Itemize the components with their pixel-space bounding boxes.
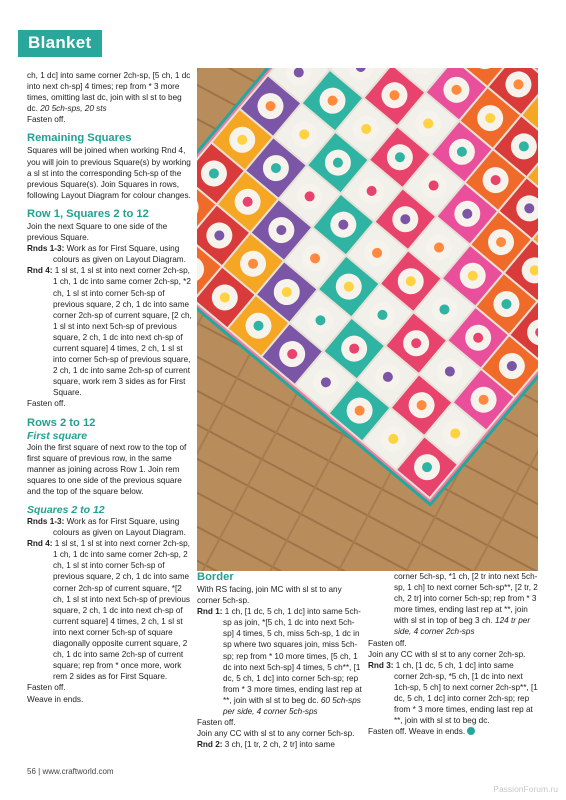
heading-remaining-squares: Remaining Squares [27,132,132,145]
fasten-off: Fasten off. [27,683,66,693]
border-rnd-2: Rnd 2: 3 ch, [1 tr, 2 ch, 2 tr] into same [197,740,335,750]
border-column [197,571,364,750]
fasten-off: Fasten off. [27,399,66,409]
blanket-illustration [197,68,538,571]
row1-rnds-1-3: Rnds 1-3: Work as for First Square, using colours as given on Layout Diagram. [27,244,186,265]
squares-rnd-4: Rnd 4: 1 sl st, 1 sl st into next corner 2ch-sp, 1 ch, 1 dc into same corner 2ch-sp, 2 ch, 1 sl st into corner 5ch-sp of previous square, 2 ch, 1 dc into same corner 2ch-sp of current square, *[2 ch, 1 sl st into next 5ch-sp of previous square, 2 ch, 1 dc into next ch-sp of current square] 4 times, 2 ch, 1 sl st into next corner 5ch-sp of square diagonally opposite current square, 2 ch, 1 dc into same 2ch-sp of current square; rep from * once more, work rem 2 sides as for First Square. [27,539,190,682]
rnd2-continued: corner 5ch-sp, *1 ch, [2 tr into next 5ch-sp, 1 ch] to next corner 5ch-sp**, [2 tr, 2 ch, 2 tr] into corner 5ch-sp; rep from * 3 more times, ending last rep at **, join with sl st in top of beg 3 ch. 124 tr per side, 4 corner 2ch-sps [394,572,538,637]
footer-website: www.craftworld.com [42,767,114,776]
border-join-cc: Join any CC with sl st to any corner 5ch-sp. [197,729,355,739]
blanket-photo [197,68,538,571]
fasten-off: Fasten off. [368,638,407,648]
final-line: Fasten off. Weave in ends. [368,726,538,737]
fasten-off: Fasten off. [27,115,66,125]
footer-separator: | [38,767,41,776]
watermark: PassionForum.ru [493,784,558,794]
border-fasten: Fasten off. [197,718,236,728]
heading-row1: Row 1, Squares 2 to 12 [27,207,149,220]
first-square-text: Join the first square of next row to the top of first square of previous row, in the same manner as joining across Row 1. Join rem squares to one side of the previous square and the top of the square below. [27,442,187,496]
continued-text: ch, 1 dc] into same corner 2ch-sp, [5 ch, 1 dc into next ch-sp] 4 times; rep from * 3 more times, omitting last dc, join with sl st to beg dc. 20 5ch-sps, 20 sts [27,71,191,114]
border-intro: With RS facing, join MC with sl st to any corner 5ch-sp. [197,585,342,606]
section-tag: Blanket [18,30,102,57]
page-number: 56 [27,767,36,776]
row1-rnd-4: Rnd 4: 1 sl st, 1 sl st into next corner 2ch-sp, 1 ch, 1 dc into same corner 2ch-sp, *2 ch, 1 sl st into corner 5ch-sp of previous square, 2 ch, 1 dc into same corner 2ch-sp of current square, [2 ch, 1 sl st into next 5ch-sp of previous square, 2 ch, 1 dc into next ch-sp of current square] 4 times, 2 ch, 1 sl st into corner 5ch-sp of previous square, 2 ch, 1 dc into same 2ch-sp of current square, work rem 3 sides as for First Square. [27,266,192,398]
left-column [27,70,193,705]
right-column [368,571,538,737]
squares-rnds-1-3: Rnds 1-3: Work as for First Square, using colours as given on Layout Diagram. [27,517,186,538]
border-rnd-1: Rnd 1: 1 ch, [1 dc, 5 ch, 1 dc] into same 5ch-sp as join, *[5 ch, 1 dc into next 5ch-sp] 4 times, 5 ch, miss 5ch-sp, 1 dc in sp where two squares join, miss 5ch-sp; rep from * 10 more times, [5 ch, 1 dc into next 5ch-sp] 4 times, 5 ch**, [1 dc, 5 ch, 1 dc] into corner 5ch-sp; rep from * 3 more times, ending last rep at **, join with sl st to beg dc. 60 5ch-sps per side, 4 corner 5ch-sps [197,607,362,717]
row1-text: Join the next Square to one side of the previous Square. [27,221,168,243]
border-rnd-3: Rnd 3: 1 ch, [1 dc, 5 ch, 1 dc] into same corner 2ch-sp, *5 ch, [1 dc into next 1ch-sp, 5 ch] to next corner 2ch-sp**, [1 dc, 5 ch, 1 dc] into corner 2ch-sp; rep from * 3 more times, ending last rep at **, join with sl st to beg dc. [368,660,538,726]
end-marker-icon [467,727,475,735]
subheading-squares-2-12: Squares 2 to 12 [27,504,105,516]
heading-border: Border [197,571,234,583]
subheading-first-square: First square [27,429,88,442]
weave-in: Weave in ends. [27,694,84,704]
remaining-text: Squares will be joined when working Rnd 4, you will join to previous Square(s) by working a sl st into the corresponding 5ch-sp of the previous Square(s). Join Squares in rows, following Layout Diagram for colour changes. [27,146,191,200]
heading-rows-2-12: Rows 2 to 12 [27,416,96,429]
page-footer [27,767,114,776]
right-join-cc: Join any CC with sl st to any corner 2ch-sp. [368,649,526,659]
